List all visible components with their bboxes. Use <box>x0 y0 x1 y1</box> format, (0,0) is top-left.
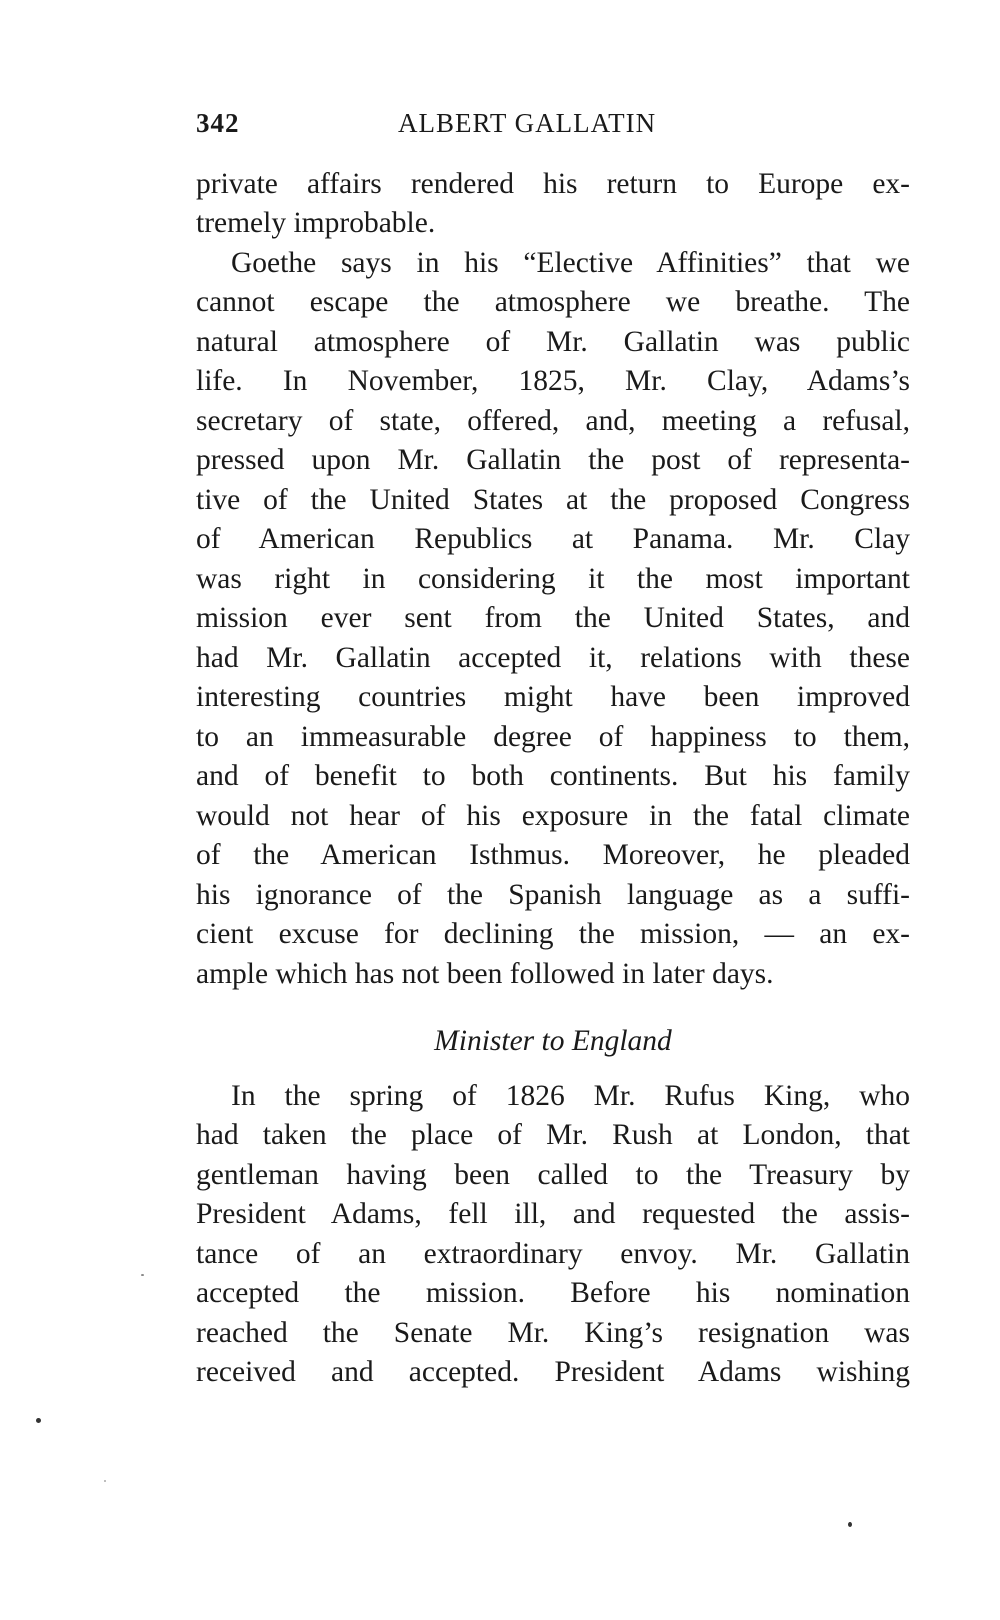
text-line: gentleman having been called to the Treasury by <box>196 1159 910 1191</box>
text-line: of the American Isthmus. Moreover, he pleaded <box>196 839 910 871</box>
text-line: private affairs rendered his return to Europe ex- <box>196 168 910 200</box>
text-line: pressed upon Mr. Gallatin the post of representa- <box>196 444 910 476</box>
running-title: ALBERT GALLATIN <box>398 108 657 138</box>
text-line: had taken the place of Mr. Rush at London, that <box>196 1119 910 1151</box>
text-line: accepted the mission. Before his nomination <box>196 1277 910 1309</box>
text-line: tremely improbable. <box>196 207 436 239</box>
section-heading: Minister to England <box>434 1025 672 1057</box>
text-line: interesting countries might have been improved <box>196 681 910 713</box>
running-head <box>196 108 910 148</box>
text-line: cannot escape the atmosphere we breathe. The <box>196 286 910 318</box>
text-line: In the spring of 1826 Mr. Rufus King, who <box>231 1080 910 1112</box>
scan-speck <box>104 1480 106 1482</box>
text-line: reached the Senate Mr. King’s resignation was <box>196 1317 910 1349</box>
text-line: tance of an extraordinary envoy. Mr. Gallatin <box>196 1238 910 1270</box>
text-line: cient excuse for declining the mission, — an ex- <box>196 918 910 950</box>
scan-speck <box>36 1418 41 1423</box>
text-line: Goethe says in his “Elective Affinities” that we <box>231 247 910 279</box>
scan-speck <box>848 1522 852 1527</box>
text-line: ample which has not been followed in later days. <box>196 958 774 990</box>
text-line: life. In November, 1825, Mr. Clay, Adams’s <box>196 365 910 397</box>
page-number: 342 <box>196 108 240 138</box>
text-line: was right in considering it the most important <box>196 563 910 595</box>
text-line: and of benefit to both continents. But his family <box>196 760 910 792</box>
text-line: tive of the United States at the proposed Congress <box>196 484 910 516</box>
text-line: would not hear of his exposure in the fatal climate <box>196 800 910 832</box>
text-line: had Mr. Gallatin accepted it, relations with these <box>196 642 910 674</box>
text-line: of American Republics at Panama. Mr. Clay <box>196 523 910 555</box>
text-line: to an immeasurable degree of happiness to them, <box>196 721 910 753</box>
text-line: President Adams, fell ill, and requested the assis- <box>196 1198 910 1230</box>
text-line: natural atmosphere of Mr. Gallatin was public <box>196 326 910 358</box>
text-line: his ignorance of the Spanish language as a suffi- <box>196 879 910 911</box>
scan-speck <box>141 1274 144 1276</box>
text-line: mission ever sent from the United States, and <box>196 602 910 634</box>
text-line: received and accepted. President Adams wishing <box>196 1356 910 1388</box>
text-line: secretary of state, offered, and, meeting a refusal, <box>196 405 910 437</box>
